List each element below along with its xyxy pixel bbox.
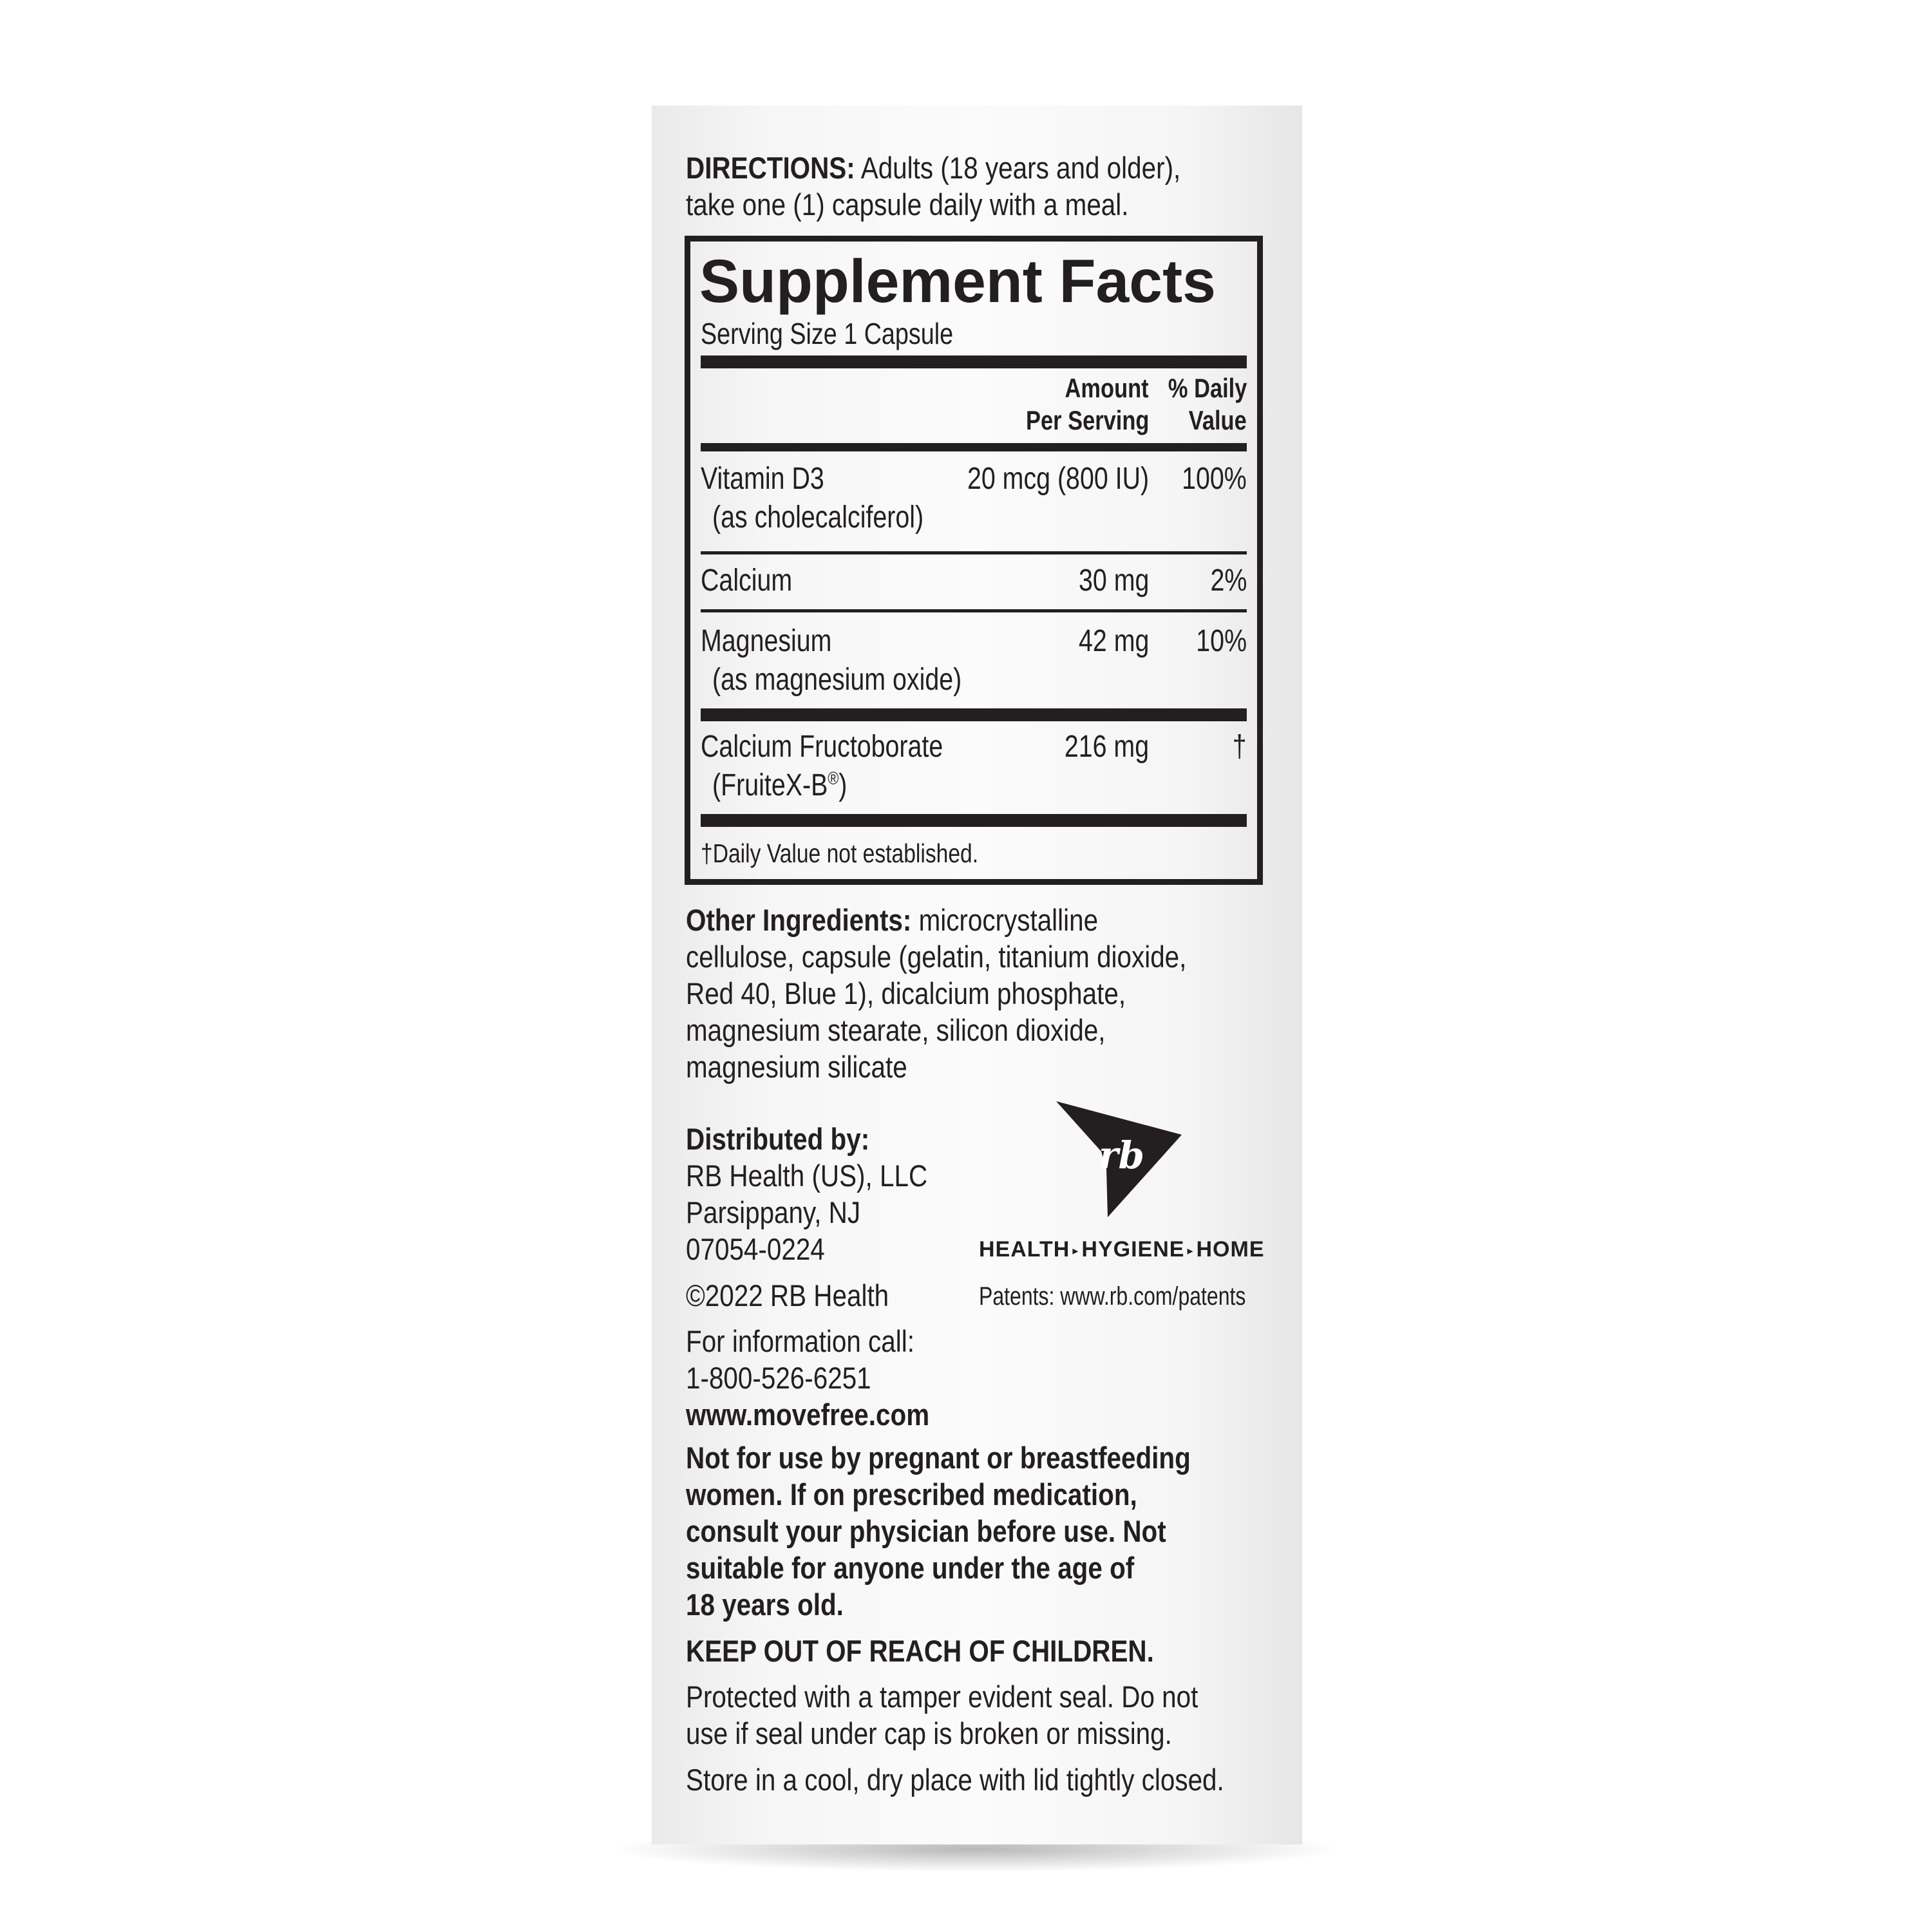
directions-line-2: [686, 186, 1200, 223]
header-amount: Amount Per Serving: [1025, 373, 1149, 435]
row-vitamin-d3-detail: (as cholecalciferol): [712, 500, 924, 535]
row-calcium-amount: 30 mg: [1078, 564, 1149, 598]
distributor-zip: 07054-0224: [686, 1232, 825, 1266]
rule-bottom-thick: [701, 814, 1247, 827]
copyright: ©2022 RB Health: [686, 1278, 889, 1312]
info-phone: 1-800-526-6251: [686, 1361, 871, 1395]
header-daily-value: % Daily Value: [1168, 373, 1247, 435]
rule-row-1: [701, 551, 1247, 554]
other-ingredients-line-2: cellulose, capsule (gelatin, titanium dioxide,: [686, 940, 1187, 974]
info-website: www.movefree.com: [686, 1397, 930, 1432]
warning-line-2: women. If on prescribed medication,: [686, 1477, 1137, 1511]
logo-tagline: HEALTH ▸ HYGIENE ▸ HOME: [979, 1237, 1265, 1262]
registered-mark: ®: [828, 768, 839, 788]
rule-row-3-thick: [701, 708, 1247, 721]
row-calcium-name: Calcium: [701, 564, 793, 598]
row-calcium-dv: 2%: [1210, 564, 1247, 598]
row-magnesium-dv: 10%: [1196, 624, 1247, 658]
warning-line-5: 18 years old.: [686, 1587, 844, 1622]
row-vitamin-d3-amount: 20 mcg (800 IU): [967, 462, 1149, 496]
warning-line-1: Not for use by pregnant or breastfeeding: [686, 1441, 1191, 1475]
warning-line-4: suitable for anyone under the age of: [686, 1551, 1135, 1585]
info-label: For information call:: [686, 1324, 914, 1358]
row-calcium-fructoborate-amount: 216 mg: [1064, 730, 1149, 764]
row-magnesium-amount: 42 mg: [1078, 624, 1149, 658]
serving-size: Serving Size 1 Capsule: [701, 317, 954, 350]
daily-value-footnote: †Daily Value not established.: [701, 838, 979, 868]
warning-line-3: consult your physician before use. Not: [686, 1514, 1166, 1548]
row-vitamin-d3-name: Vitamin D3: [701, 462, 824, 496]
other-ingredients-line-1: Other Ingredients: microcrystalline: [686, 903, 1099, 937]
row-calcium-fructoborate-detail: (FruiteX-B®): [712, 768, 848, 802]
directions-label: DIRECTIONS:: [686, 151, 855, 185]
other-ingredients-line-5: magnesium silicate: [686, 1050, 907, 1084]
rb-logo-icon: [1056, 1101, 1185, 1217]
rule-row-2: [701, 609, 1247, 612]
keep-out-warning: KEEP OUT OF REACH OF CHILDREN.: [686, 1634, 1154, 1668]
directions-text-1: Adults (18 years and older),: [855, 151, 1181, 185]
other-ingredients-line-4: magnesium stearate, silicon dioxide,: [686, 1013, 1106, 1047]
other-ingredients-line-3: Red 40, Blue 1), dicalcium phosphate,: [686, 976, 1126, 1010]
storage-instructions: Store in a cool, dry place with lid tightly closed.: [686, 1763, 1224, 1797]
patents-text: Patents: www.rb.com/patents: [979, 1282, 1246, 1311]
directions-text-2: take one (1) capsule daily with a meal.: [686, 187, 1129, 222]
row-calcium-fructoborate-name: Calcium Fructoborate: [701, 730, 943, 764]
distributor-name: RB Health (US), LLC: [686, 1159, 928, 1193]
row-magnesium-detail: (as magnesium oxide): [712, 663, 962, 697]
row-magnesium-name: Magnesium: [701, 624, 832, 658]
distributor-label: Distributed by:: [686, 1122, 870, 1156]
row-vitamin-d3-dv: 100%: [1182, 462, 1247, 496]
other-ingredients-label: Other Ingredients:: [686, 903, 912, 937]
rule-top-thick: [701, 355, 1247, 368]
supplement-facts-title: Supplement Facts: [699, 247, 1216, 316]
rule-header: [701, 443, 1247, 451]
seal-line-1: Protected with a tamper evident seal. Do not: [686, 1680, 1198, 1714]
distributor-city: Parsippany, NJ: [686, 1195, 861, 1229]
rb-logo-text: rb: [1099, 1133, 1145, 1177]
directions-line-1: [686, 149, 1261, 186]
seal-line-2: use if seal under cap is broken or missing.: [686, 1716, 1172, 1750]
row-calcium-fructoborate-dv: †: [1233, 730, 1247, 764]
